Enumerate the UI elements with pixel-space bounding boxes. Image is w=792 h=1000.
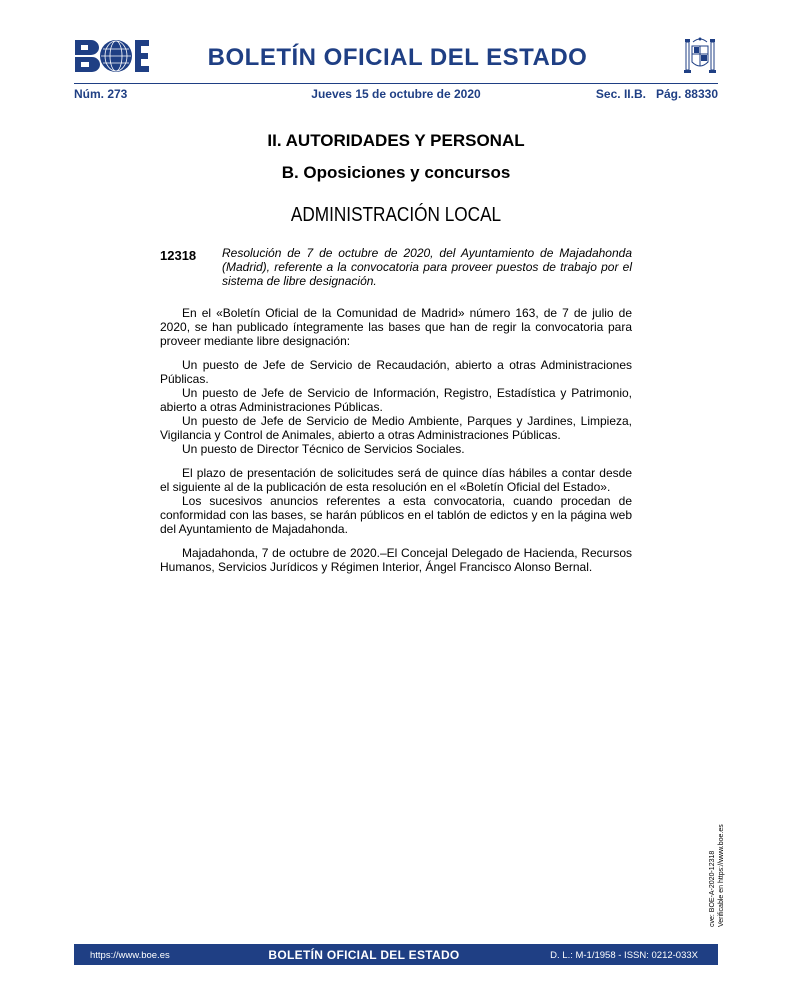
resolution-number: 12318 — [160, 248, 197, 263]
footer-title: BOLETÍN OFICIAL DEL ESTADO — [268, 948, 460, 962]
announcements-paragraph: Los sucesivos anuncios referentes a esta convocatoria, cuando procedan de conformidad con las bases, se harán públicos en el tablón de edictos y en la página web del Ayuntamiento de Majadahonda. — [160, 494, 632, 536]
coat-of-arms-icon — [682, 36, 718, 76]
intro-paragraph: En el «Boletín Oficial de la Comunidad de Madrid» número 163, de 7 de julio de 2020, se han publicado íntegramente las bases que han de regir la convocatoria para proveer mediante libre designación: — [160, 306, 632, 348]
position-item: Un puesto de Jefe de Servicio de Información, Registro, Estadística y Patrimonio, abierto a otras Administraciones Públicas. — [160, 386, 632, 414]
verification-link[interactable]: Verificable en https://www.boe.es — [718, 824, 725, 927]
boe-logo — [75, 40, 149, 72]
signature-paragraph: Majadahonda, 7 de octubre de 2020.–El Concejal Delegado de Hacienda, Recursos Humanos, Servicios Jurídicos y Régimen Interior, Ángel Francisco Alonso Bernal. — [160, 546, 632, 574]
subsection-heading: B. Oposiciones y concursos — [281, 163, 511, 182]
position-item: Un puesto de Jefe de Servicio de Medio Ambiente, Parques y Jardines, Limpieza, Vigilancia y Control de Animales, abierto a otras Administraciones Públicas. — [160, 414, 632, 442]
gazette-title: BOLETÍN OFICIAL DEL ESTADO — [207, 44, 588, 71]
issue-date: Jueves 15 de octubre de 2020 — [311, 87, 481, 101]
section-page: Sec. II.B. Pág. 88330 — [595, 87, 718, 101]
footer-url-link[interactable]: https://www.boe.es — [90, 950, 170, 961]
issue-number: Núm. 273 — [74, 87, 128, 101]
cve-code: cve: BOE-A-2020-12318 — [709, 850, 716, 927]
footer-legal-deposit: D. L.: M-1/1958 - ISSN: 0212-033X — [550, 950, 698, 961]
section-heading: II. AUTORIDADES Y PERSONAL — [267, 131, 525, 150]
verification-note — [708, 797, 732, 927]
deadline-paragraph: El plazo de presentación de solicitudes será de quince días hábiles a contar desde el siguiente al de la publicación de esta resolución en el «Boletín Oficial del Estado». — [160, 466, 632, 494]
resolution-title: Resolución de 7 de octubre de 2020, del Ayuntamiento de Majadahonda (Madrid), referente a la convocatoria para proveer puestos de trabajo por el sistema de libre designación. — [222, 246, 632, 288]
position-item: Un puesto de Jefe de Servicio de Recaudación, abierto a otras Administraciones Públicas. — [160, 358, 632, 386]
issue-meta-row — [74, 87, 718, 103]
resolution-body — [160, 306, 632, 574]
header-divider — [74, 83, 718, 84]
administration-heading: ADMINISTRACIÓN LOCAL — [290, 204, 502, 226]
position-item: Un puesto de Director Técnico de Servicios Sociales. — [182, 442, 465, 456]
footer-bar — [74, 944, 718, 965]
